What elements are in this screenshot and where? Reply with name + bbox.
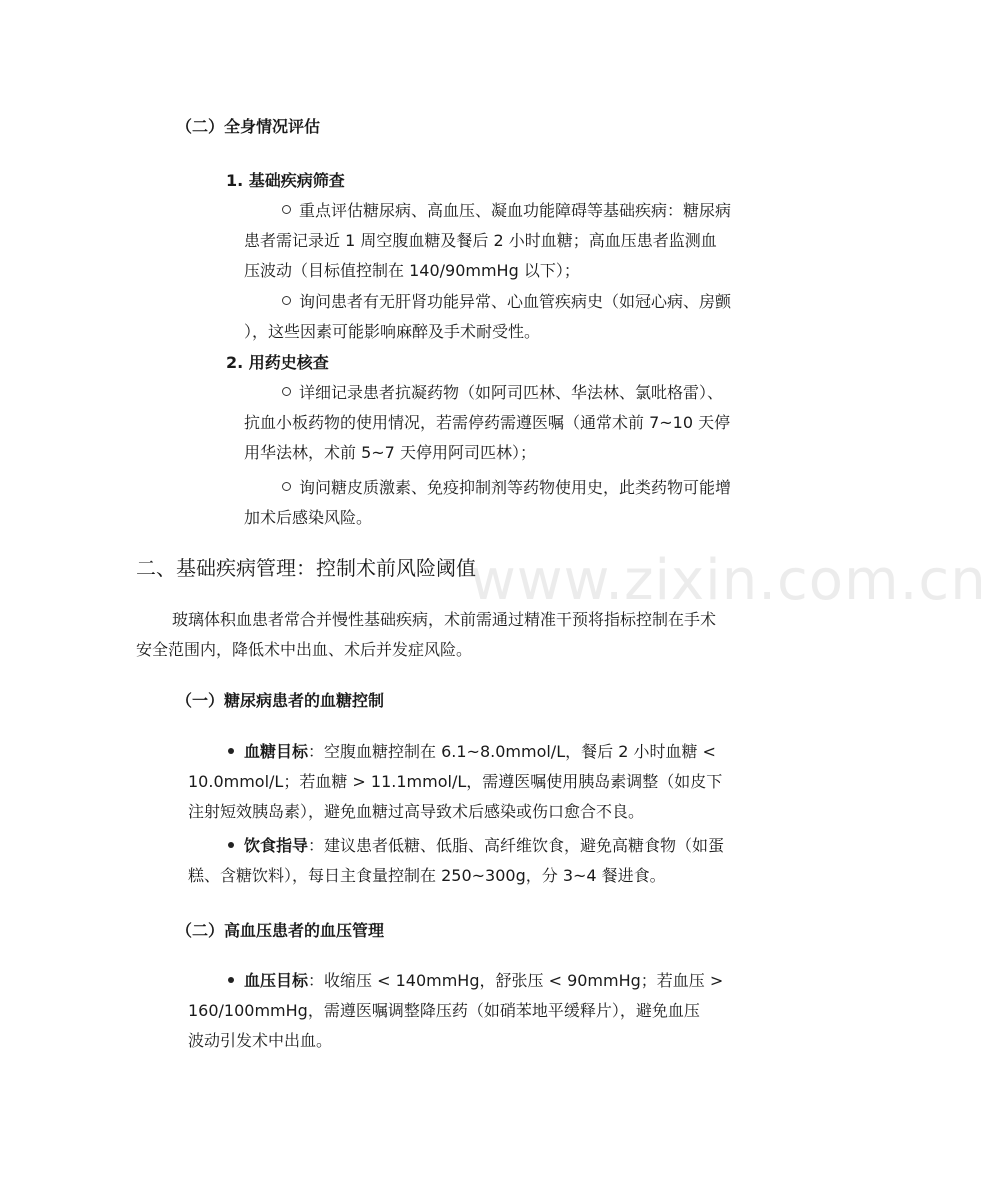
bullet-medication-history-2: 询问糖皮质激素、免疫抑制剂等药物使用史，此类药物可能增 加术后感染风险。 bbox=[244, 478, 732, 527]
hollow-bullet-icon bbox=[282, 482, 291, 491]
subheading-general-assessment: （二）全身情况评估 bbox=[176, 117, 321, 136]
bullet-disease-screening-2: 询问患者有无肝肾功能异常、心血管疾病史（如冠心病、房颤 ），这些因素可能影响麻醉及手术耐受性。 bbox=[244, 292, 732, 341]
bullet-blood-pressure-target: 血压目标：收缩压 < 140mmHg，舒张压 < 90mmHg；若血压 > 160/100mmHg，需遵医嘱调整降压药（如硝苯地平缓释片），避免血压 波动引发术中出血。 bbox=[188, 971, 724, 1050]
bullet-blood-sugar-target: 血糖目标：空腹血糖控制在 6.1~8.0mmol/L，餐后 2 小时血糖 < 10.0mmol/L；若血糖 > 11.1mmol/L，需遵医嘱使用胰岛素调整（如皮下 注射短效胰岛素），避免血糖过高导致术后感染或伤口愈合不良。 bbox=[188, 742, 723, 821]
section-intro-paragraph: 玻璃体积血患者常合并慢性基础疾病，术前需通过精准干预将指标控制在手术 安全范围内，降低术中出血、术后并发症风险。 bbox=[136, 610, 717, 659]
subheading-blood-sugar-control: （一）糖尿病患者的血糖控制 bbox=[176, 691, 385, 710]
subheading-blood-pressure-management: （二）高血压患者的血压管理 bbox=[176, 921, 385, 940]
bullet-disease-screening-1: 重点评估糖尿病、高血压、凝血功能障碍等基础疾病：糖尿病 患者需记录近 1 周空腹血糖及餐后 2 小时血糖；高血压患者监测血 压波动（目标值控制在 140/90mmHg 以下）； bbox=[244, 201, 732, 280]
solid-bullet-icon bbox=[228, 748, 234, 754]
hollow-bullet-icon bbox=[282, 205, 291, 214]
solid-bullet-icon bbox=[228, 977, 234, 983]
bullet-medication-history-1: 详细记录患者抗凝药物（如阿司匹林、华法林、氯吡格雷）、 抗血小板药物的使用情况，若需停药需遵医嘱（通常术前 7~10 天停 用华法林，术前 5~7 天停用阿司匹林）； bbox=[244, 383, 731, 462]
hollow-bullet-icon bbox=[282, 387, 291, 396]
item-title-medication-history: 2. 用药史核查 bbox=[226, 353, 329, 372]
hollow-bullet-icon bbox=[282, 296, 291, 305]
watermark: www.zixin.com.cn bbox=[470, 548, 987, 613]
section-heading-disease-management: 二、基础疾病管理：控制术前风险阈值 bbox=[136, 556, 476, 580]
bullet-diet-guidance: 饮食指导：建议患者低糖、低脂、高纤维饮食，避免高糖食物（如蛋 糕、含糖饮料），每日主食量控制在 250~300g，分 3~4 餐进食。 bbox=[188, 836, 725, 885]
solid-bullet-icon bbox=[228, 842, 234, 848]
item-title-disease-screening: 1. 基础疾病筛查 bbox=[226, 171, 345, 190]
